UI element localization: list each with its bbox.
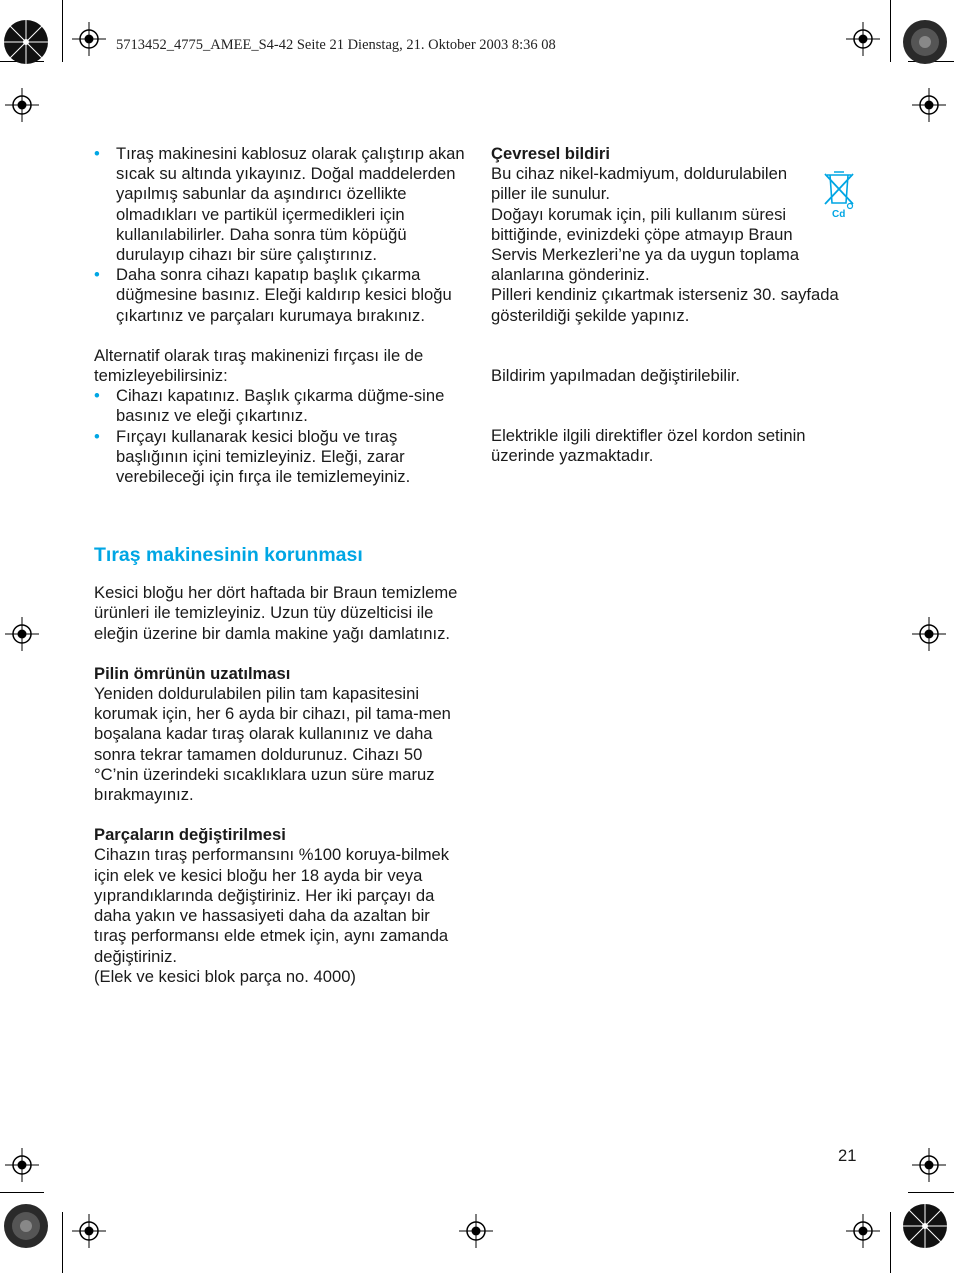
crop-line [890, 1212, 891, 1273]
left-column [94, 144, 466, 987]
bullet-icon: • [94, 265, 100, 285]
list-item: • Fırçayı kullanarak kesici bloğu ve tıraş başlığının içini temizleyiniz. Eleği, zarar verebileceği için fırça ile temizlemeyiniz. [94, 426, 411, 487]
brush-bullet-list [94, 386, 466, 487]
registration-mark-icon [5, 1148, 39, 1182]
crop-line [0, 1192, 44, 1193]
registration-mark-icon [72, 1214, 106, 1248]
directives-text: Elektrikle ilgili direktifler özel kordon setinin üzerinde yazmaktadır. [491, 426, 806, 466]
parts-text: Cihazın tıraş performansını %100 koruya-bilmek için elek ve kesici bloğu her 18 ayda bir veya yıprandıklarında değiştiriniz. Her iki parçayı da daha yakın ve hassasiyeti daha da azaltan bir tıraş performansı elde etmek için, aynı zamanda değiştiriniz. [94, 845, 450, 966]
environment-heading: Çevresel bildiri [491, 144, 610, 163]
bullet-icon: • [94, 426, 100, 446]
registration-mark-icon [912, 88, 946, 122]
list-item: • Cihazı kapatınız. Başlık çıkarma düğme-sine basınız ve eleği çıkartınız. [94, 386, 445, 426]
section-heading: Tıraş makinesinin korunması [94, 544, 363, 567]
registration-mark-icon [72, 22, 106, 56]
crossed-out-bin-icon [822, 169, 856, 221]
crop-line [62, 1212, 63, 1273]
star-target-icon [902, 1203, 948, 1249]
care-text: Kesici bloğu her dört haftada bir Braun temizleme ürünleri ile temizleyiniz. Uzun tüy düzelticisi ile eleğin üzerine bir damla makine yağı damlatınız. [94, 583, 458, 643]
star-target-icon [3, 1203, 49, 1249]
registration-mark-icon [912, 617, 946, 651]
page-number: 21 [838, 1146, 857, 1165]
crop-line [890, 0, 891, 62]
battery-text: Yeniden doldurulabilen pilin tam kapasitesini korumak için, her 6 ayda bir cihazı, pil tama-men boşalana kadar tıraş olarak kullanınız ve daha sonra tekrar tamamen doldurunuz. Cihazı 50 °C’nin üzerindeki sıcaklıklara uzun süre maruz bırakmayınız. [94, 684, 451, 805]
star-target-icon [3, 19, 49, 65]
environment-text-3: Pilleri kendiniz çıkartmak isterseniz 30. sayfada gösterildiği şekilde yapınız. [491, 285, 839, 325]
bullet-icon: • [94, 144, 100, 163]
registration-mark-icon [912, 1148, 946, 1182]
registration-mark-icon [5, 617, 39, 651]
battery-heading: Pilin ömrünün uzatılması [94, 663, 291, 683]
right-column [491, 144, 841, 466]
crop-line [62, 0, 63, 62]
environment-text-2: Doğayı korumak için, pili kullanım süresi bittiğinde, evinizdeki çöpe atmayıp Braun Servis Merkezleri’ne ya da uygun toplama alanlarına gönderiniz. [491, 204, 800, 285]
notice-text: Bildirim yapılmadan değiştirilebilir. [491, 365, 741, 385]
list-item: • Tıraş makinesini kablosuz olarak çalıştırıp akan sıcak su altında yıkayınız. Doğal maddelerden yapılmış sabunlar da aşındırıcı özellikte olmadıkları ve partikül içermedikleri için kullanılabilirler. Daha sonra tüm köpüğü durulayıp cihazı bir süre çalıştırınız. [94, 144, 465, 265]
environment-text-1: Bu cihaz nikel-kadmiyum, doldurulabilen piller ile sunulur. [491, 164, 788, 204]
alternative-intro: Alternatif olarak tıraş makinenizi fırçası ile de temizleyebilirsiniz: [94, 345, 424, 386]
registration-mark-icon [846, 1214, 880, 1248]
parts-note: (Elek ve kesici blok parça no. 4000) [94, 966, 356, 986]
bullet-icon: • [94, 386, 100, 406]
registration-mark-icon [846, 22, 880, 56]
registration-mark-icon [5, 88, 39, 122]
parts-heading: Parçaların değiştirilmesi [94, 825, 286, 845]
list-item: • Daha sonra cihazı kapatıp başlık çıkarma düğmesine basınız. Eleği kaldırıp kesici bloğu çıkartınız ve parçaları kurumaya bırakınız. [94, 265, 452, 325]
star-target-icon [902, 19, 948, 65]
crop-line [908, 1192, 954, 1193]
cleaning-bullet-list [94, 144, 466, 326]
registration-mark-icon [459, 1214, 493, 1248]
print-slug: 5713452_4775_AMEE_S4-42 Seite 21 Dienstag, 21. Oktober 2003 8:36 08 [116, 37, 556, 53]
svg-text:Cd: Cd [832, 209, 846, 220]
